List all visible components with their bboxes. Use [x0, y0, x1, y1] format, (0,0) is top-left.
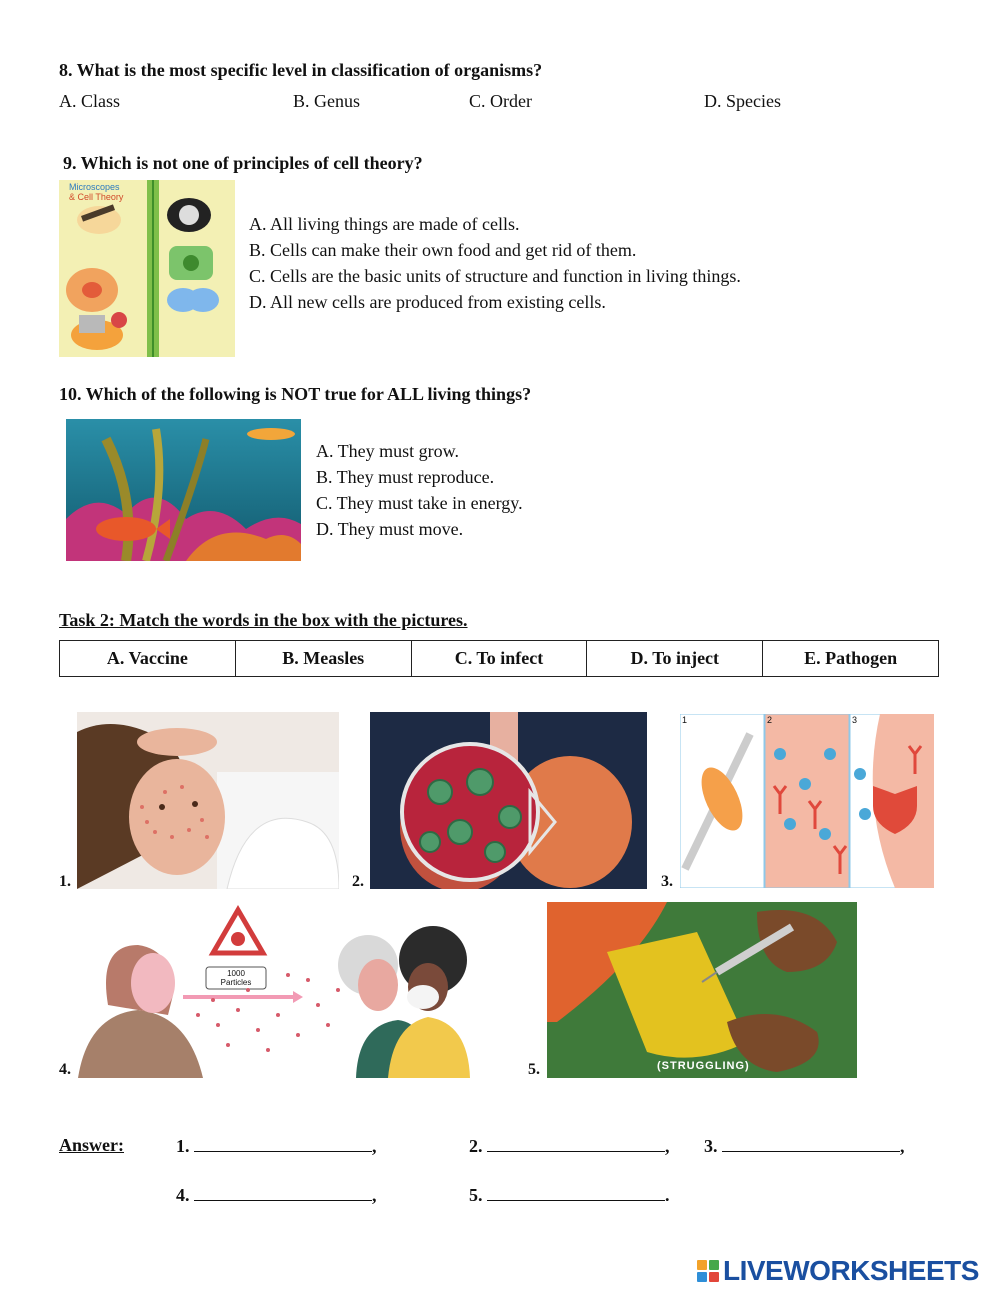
panel-label-2: 2 — [767, 715, 773, 725]
answer-label: Answer: — [59, 1135, 124, 1155]
infection-spread-image — [78, 905, 492, 1078]
picture-4-number: 4. — [59, 1061, 71, 1078]
cell-theory-title: Microscopes & Cell Theory — [69, 182, 124, 202]
q9-option-d[interactable]: D. All new cells are produced from existing cells. — [249, 292, 606, 312]
picture-2-number: 2. — [352, 873, 364, 890]
struggling-caption: (STRUGGLING) — [657, 1060, 750, 1072]
q9-option-a[interactable]: A. All living things are made of cells. — [249, 214, 520, 234]
injection-cartoon-image — [547, 902, 857, 1078]
cell-theory-image — [59, 180, 235, 357]
answer-blank-3[interactable] — [722, 1135, 900, 1152]
question-10: 10. Which of the following is NOT true for ALL living things? — [59, 384, 532, 404]
q10-option-c[interactable]: C. They must take in energy. — [316, 493, 523, 513]
panel-label-3: 3 — [852, 715, 858, 725]
word-to-infect: C. To infect — [411, 641, 587, 677]
q8-option-b[interactable]: B. Genus — [293, 91, 360, 111]
measles-girl-image — [77, 712, 339, 889]
sea-life-image — [66, 419, 301, 561]
question-8: 8. What is the most specific level in classification of organisms? — [59, 60, 543, 80]
answer-row-5: 5. . — [469, 1185, 670, 1205]
logo-text: LIVEWORKSHEETS — [723, 1255, 979, 1286]
answer-row-2: 2. , — [469, 1136, 670, 1156]
word-pathogen: E. Pathogen — [763, 641, 939, 677]
word-measles: B. Measles — [235, 641, 411, 677]
q10-option-b[interactable]: B. They must reproduce. — [316, 467, 495, 487]
q10-option-d[interactable]: D. They must move. — [316, 519, 464, 539]
q9-option-b[interactable]: B. Cells can make their own food and get rid of them. — [249, 240, 637, 260]
answer-blank-4[interactable] — [194, 1184, 372, 1201]
answer-row-3: 3. , — [704, 1136, 905, 1156]
answer-row-4: 4. , — [176, 1185, 377, 1205]
q8-option-d[interactable]: D. Species — [704, 91, 781, 111]
picture-5-number: 5. — [528, 1061, 540, 1078]
task2-title: Task 2: Match the words in the box with the pictures. — [59, 610, 468, 630]
q10-option-a[interactable]: A. They must grow. — [316, 441, 459, 461]
word-vaccine: A. Vaccine — [60, 641, 236, 677]
vaccine-panels-image — [680, 714, 934, 888]
logo-blocks-icon — [697, 1260, 719, 1282]
virus-lungs-image — [370, 712, 647, 889]
answer-blank-5[interactable] — [487, 1184, 665, 1201]
picture-3-number: 3. — [661, 873, 673, 890]
q9-option-c[interactable]: C. Cells are the basic units of structure and function in living things. — [249, 266, 741, 286]
answer-blank-2[interactable] — [487, 1135, 665, 1152]
word-to-inject: D. To inject — [587, 641, 763, 677]
particles-sign: 1000 Particles — [220, 969, 252, 987]
answer-blank-1[interactable] — [194, 1135, 372, 1152]
q8-option-c[interactable]: C. Order — [469, 91, 532, 111]
panel-label-1: 1 — [682, 715, 688, 725]
question-9: 9. Which is not one of principles of cell theory? — [63, 153, 423, 173]
word-box — [59, 640, 939, 677]
picture-1-number: 1. — [59, 873, 71, 890]
answer-row-1: 1. , — [176, 1136, 377, 1156]
q8-option-a[interactable]: A. Class — [59, 91, 121, 111]
liveworksheets-logo — [697, 1255, 979, 1287]
